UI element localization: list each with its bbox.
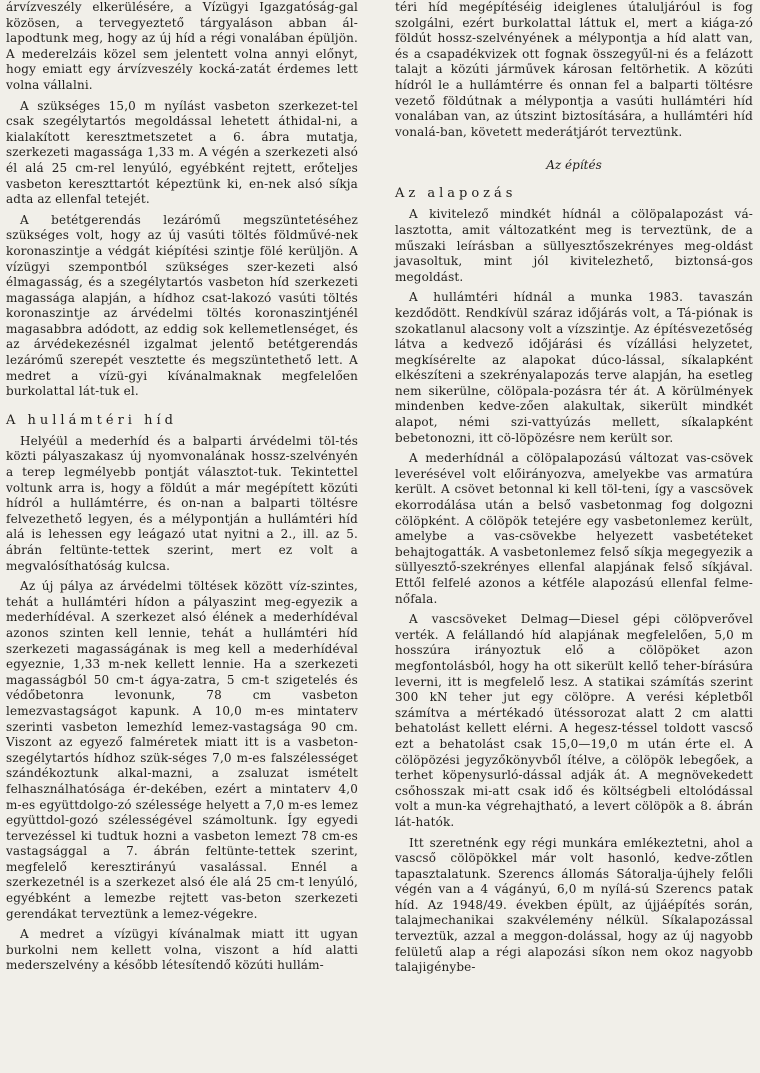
paragraph: Itt szeretnénk egy régi munkára emlékeztetni, ahol a vascső cölöpökkel már volt hasonló, kedve-zőtlen tapasztalatunk. Szerencs állomás Sátoralja-újhely felőli végén van a 4 vágányú, 6,0 m nyílá-sú Szerencs patak híd. Az 1948/49. években épült, az újjáépítés során, talajmechanikai szakvélemény nélkül. Síkalapozással terveztük, azzal a meggon-dolással, hogy az új nagyobb felületű alap a régi alapozási síkon nem okoz nagyobb talajigénybe- xyxy=(395,835,753,975)
paragraph: A betétgerendás lezárómű megszüntetéséhez szükséges volt, hogy az új vasúti töltés földművé-nek koronaszintje a védgát kiépítési szintje fölé kerüljön. A vízügyi szempontból szükséges szer-kezeti alsó élmagasság, és a szegélytartós vasbeton híd szerkezeti magassága alapján, a hídhoz csat-lakozó vasúti töltés koronaszintje az árvédelmi töltés koronaszintjénél magasabbra adódott, az eddig sok kellemetlenséget, és az árvédekezésnél izgalmat jelentő betétgerendás lezárómű szerepét vesztette és megszüntethető lett. A medret a vízü-gyi kívánalmaknak megfelelően burkolattal lát-tuk el. xyxy=(6,212,358,399)
section-heading: A hullámtéri híd xyxy=(6,412,177,428)
paragraph: téri híd megépítéséig ideiglenes útaluljáróul is fog szolgálni, ezért burkolattal láttuk el, mert a kiága-zó földút hossz-szelvényének a mélypontja a híd alatt van, és a csapadékvizek ott fognak összegyűl-ni és a felázott talajt a közúti járművek károsan feltörhetik. A közúti hídról le a hullámtérre és onnan fel a balparti töltésre vezető földútnak a mélypontja a vasúti hullámtéri híd vonalában van, az útszint biztosítására, a hullámtéri híd vonalá-ban, követett mederátjárót terveztünk. xyxy=(395,0,753,139)
paragraph: A mederhídnál a cölöpalapozású változat vas-csövek leverésével volt előirányozva, amelyekbe vas armatúra került. A csövet betonnal ki kell töl-teni, így a vascsövek ekorrodálása után a belső vasbetonmag fog dolgozni cölöpként. A cölöpök tetejére egy vasbetonlemez került, amelybe a vas-csövekbe helyezett vasbetéteket behajtogatták. A vasbetonlemez felső síkja megegyezik a süllyesztő-szekrényes ellenfal alapjának felső síkjával. Ettől felfelé azonos a kétféle alapozású ellenfal felme-nőfala. xyxy=(395,451,753,606)
paragraph: Helyéül a mederhíd és a balparti árvédelmi töl-tés közti pályaszakasz új nyomvonalának hossz-szelvényén a terep legmélyebb pontját választot-tuk. Tekintettel voltunk arra is, hogy a földút a már megépített közúti hídról a hullámtérre, és on-nan a balparti töltésre felvezethető legyen, és a mélypontján a hullámtéri híd alá is lehessen egy leágazó utat nyitni a 2., ill. az 5. ábrán feltünte-tettek szerint, mert ez volt a megvalósíthatóság kulcsa. xyxy=(6,433,358,573)
paragraph: Az új pálya az árvédelmi töltések között víz-szintes, tehát a hullámtéri hídon a pályaszint meg-egyezik a mederhídéval. A szerkezet alsó élének a mederhídéval azonos szinten kell lennie, tehát a hullámtéri híd szerkezeti magasságának is meg kell a mederhídéval egyeznie, 1,33 m-nek kellett lennie. Ha a szerkezeti magasságból 50 cm-t ágya-zatra, 5 cm-t szigetelés és védőbetonra levonunk, 78 cm vasbeton lemezvastagságot kapunk. A 10,0 m-es mintaterv szerinti vasbeton lemezhíd lemez-vastagsága 90 cm. Viszont az egyező falméretek miatt itt is a vasbeton-szegélytartós hídhoz szük-séges 7,0 m-es falszélességet szándékoztunk alkal-mazni, a zsaluzat ismételt felhasználhatósága ér-dekében, ezért a mintaterv 4,0 m-es együttdolgo-zó szélessége helyett a 7,0 m-es lemez együttdol-gozó szélességével számoltunk. Így egyedi tervezéssel ki tudtuk hozni a vasbeton lemezt 78 cm-es vastagsággal a 7. ábrán feltünte-tettek szerint, megfelelő keresztirányú vasalással. Ennél a szerkezetnél is a szerkezet alsó éle alá 25 cm-t lenyúló, egyébként a lemezbe rejtett vas-beton szerkezeti gerendákat terveztünk a lemez-végekre. xyxy=(6,579,358,921)
paragraph: A hullámtéri hídnál a munka 1983. tavaszán kezdődött. Rendkívül száraz időjárás volt, a Tá-piónak is szokatlanul alacsony volt a vízszintje. Az építésvezetőség látva a kedvező időjárási és vízállási helyzetet, megkísérelte az alapokat dúco-lással, síkalapként elkészíteni a szekrényalapozás terve alapján, ha esetleg nem sikerülne, cölöpala-pozásra tér át. A körülmények mindenben kedve-zően alakultak, sikerült mindkét alapot, némi szi-vattyúzás mellett, síkalapként bebetonozni, itt cö-löpözésre nem került sor. xyxy=(395,290,753,445)
paragraph: árvízveszély elkerülésére, a Vízügyi Igazgatóság-gal közösen, a tervegyeztető tárgyaláson abban ál-lapodtunk meg, hogy az új híd a régi vonalában épüljön. A mederelzáis közel sem jelentett volna annyi előnyt, hogy emiatt egy árvízveszély kocká-zatát érdemes lett volna vállalni. xyxy=(6,0,358,92)
section-title: Az építés xyxy=(546,158,602,173)
paragraph: A vascsöveket Delmag—Diesel gépi cölöpverővel verték. A felállandó híd alapjának megfelelően, 5,0 m hosszúra irányoztuk elő a cölöpöket azon megfontolásból, hogy ha ott sikerült kellő teher-bírásúra leverni, itt is megfelelő lesz. A statikai számítás szerint 300 kN teher jut egy cölöpre. A verési képletből számítva a mértékadó ütéssorozat alatt 2 cm alatti behatolást kellett elérni. A hegesz-téssel toldott vascső ezt a behatolást csak 15,0—19,0 m után érte el. A cölöpözési jegyzőkönyvből ítélve, a cölöpök lebegőek, a terhet köpenysurló-dással adják át. A megnövekedett csőhosszak mi-att csak idő és költségbeli eltolódással volt a mun-ka végrehajtható, a levert cölöpök a 8. ábrán lát-hatók. xyxy=(395,612,753,829)
paragraph: A szükséges 15,0 m nyílást vasbeton szerkezet-tel csak szegélytartós megoldással lehetett áthidal-ni, a kialakított keresztmetszetet a 6. ábra mutatja, szerkezeti magassága 1,33 m. A végén a szerkezeti alsó él alá 25 cm-rel lenyúló, egyébként rejtett, erőteljes vasbeton kereszttartót képeztünk ki, en-nek alsó síkja adta az ellenfal tetejét. xyxy=(6,98,358,207)
section-heading: Az alapozás xyxy=(395,186,517,202)
right-column xyxy=(395,0,753,981)
paragraph: A kivitelező mindkét hídnál a cölöpalapozást vá-lasztotta, amit változatként meg is terveztünk, de a műszaki leírásban a süllyesztőszekrényes meg-oldást javasoltuk, mint jól kivitelezhető, biztonsá-gos megoldást. xyxy=(395,207,753,284)
left-column xyxy=(6,0,358,979)
paragraph: A medret a vízügyi kívánalmak miatt itt ugyan burkolni nem kellett volna, viszont a híd alatti mederszelvény a később létesítendő közúti hullám- xyxy=(6,927,358,973)
